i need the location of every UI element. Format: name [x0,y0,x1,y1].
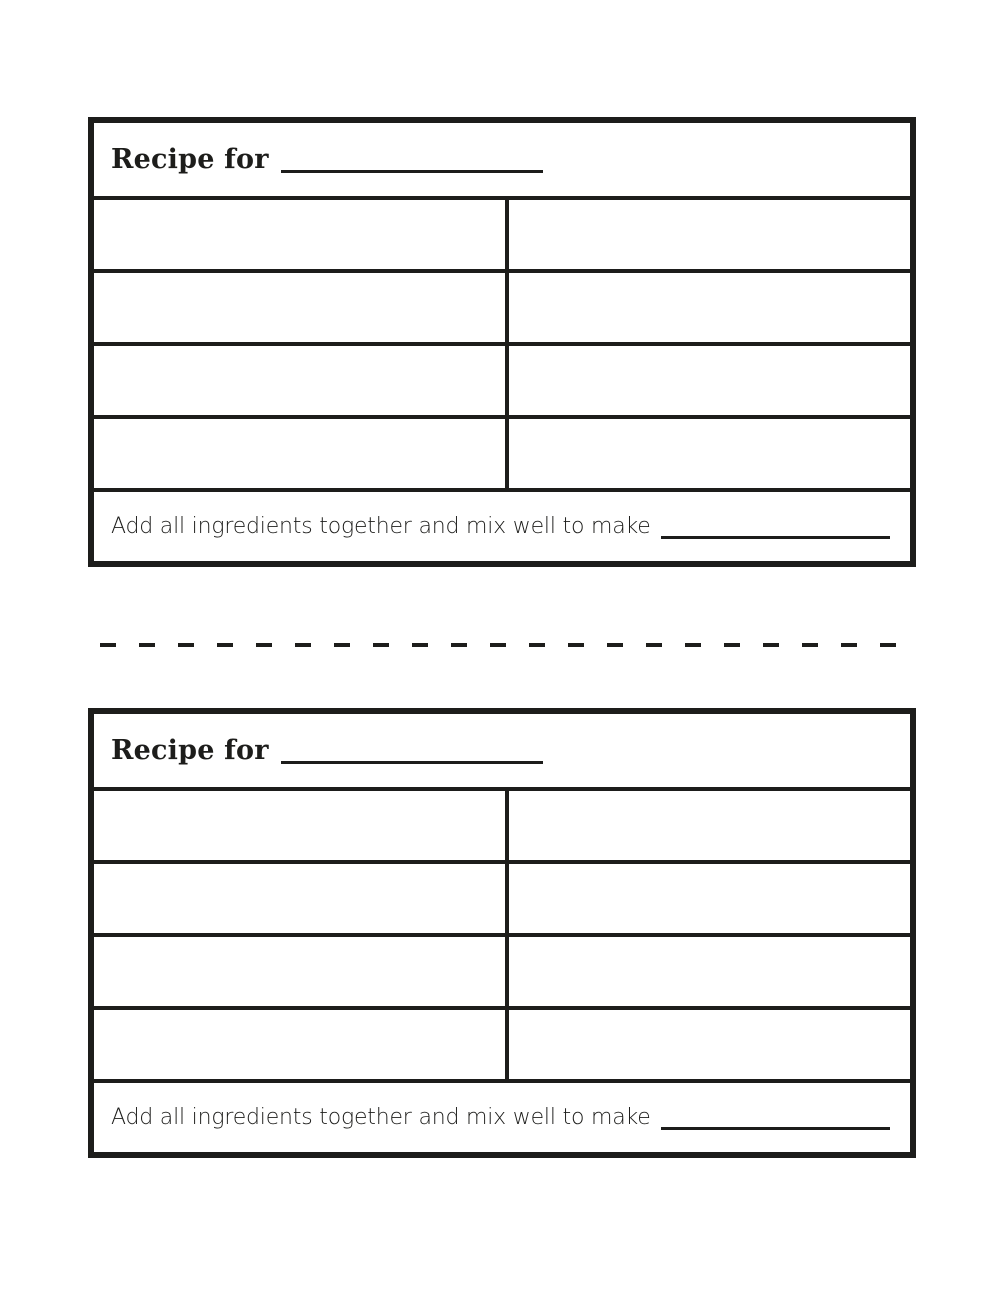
ingredient-cell [94,933,509,1006]
ingredient-cell [94,342,509,415]
ingredient-cell [509,269,910,342]
mix-result-blank-line [661,515,890,539]
ingredient-cell [94,1006,509,1079]
ingredient-cell [94,860,509,933]
recipe-card-1-footer [94,488,910,561]
recipe-for-label: Recipe for [111,144,269,175]
recipe-card-1-header [94,123,910,196]
dashed-cut-line [100,643,912,647]
ingredient-cell [509,415,910,488]
ingredient-grid [94,787,910,1079]
ingredient-cell [509,342,910,415]
recipe-card-1 [88,117,916,567]
recipe-for-label: Recipe for [111,735,269,766]
ingredient-cell [94,269,509,342]
ingredient-cell [94,787,509,860]
ingredient-cell [94,196,509,269]
mix-instruction-label: Add all ingredients together and mix well to make [111,1105,651,1130]
recipe-name-blank-line [281,147,543,173]
ingredient-cell [509,787,910,860]
ingredient-grid [94,196,910,488]
ingredient-cell [509,933,910,1006]
ingredient-cell [509,860,910,933]
mix-result-blank-line [661,1106,890,1130]
recipe-card-2-header [94,714,910,787]
recipe-card-2 [88,708,916,1158]
recipe-card-2-footer [94,1079,910,1152]
ingredient-cell [509,1006,910,1079]
ingredient-cell [94,415,509,488]
mix-instruction-label: Add all ingredients together and mix well to make [111,514,651,539]
recipe-name-blank-line [281,738,543,764]
ingredient-cell [509,196,910,269]
